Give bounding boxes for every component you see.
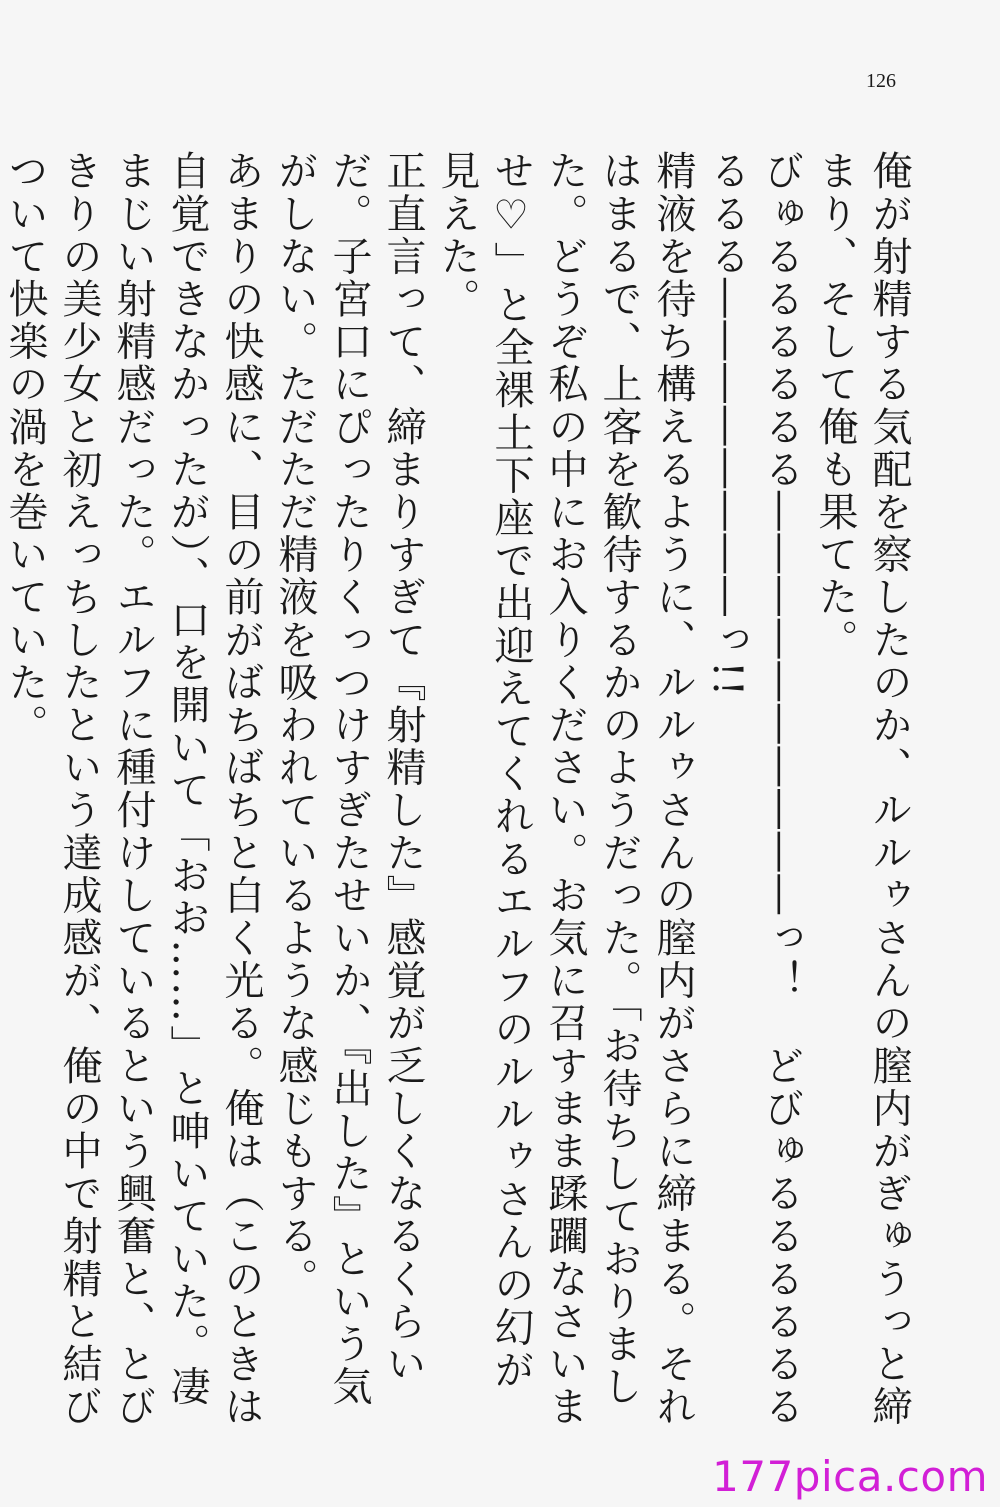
- body-text: 俺が射精する気配を察したのか、ルルゥさんの膣内がぎゅうっと締まり、そして俺も果てた。 びゅるるるるるる――――――――――っ！ どびゅるるるるるるるるる――――――――っ!! 精液を待ち構えるように、ルルゥさんの膣内がさらに締まる。それはまるで、上客を歓待するかのようだった。「お待ちしておりました。どうぞ私の中にお入りください。お気に召すまま蹂躙なさいませ♡」と全裸土下座で出迎えてくれるエルフのルルゥさんの幻が見えた。 正直言って、締まりすぎて『射精した』感覚が乏しくなるくらいだ。子宮口にぴったりくっつけすぎたせいか、『出した』という気がしない。ただただ精液を吸われているような感じもする。 あまりの快感に、目の前がばちばちと白く光る。俺は（このときは自覚できなかったが）、口を開いて「おお……」と呻いていた。凄まじい射精感だった。エルフに種付けしているという興奮と、とびきりの美少女と初えっちしたという達成感が、俺の中で射精と結びついて快楽の渦を巻いていた。: [2, 150, 912, 1428]
- watermark-link[interactable]: 177pica.com: [712, 1452, 988, 1501]
- page-number: 126: [866, 70, 896, 92]
